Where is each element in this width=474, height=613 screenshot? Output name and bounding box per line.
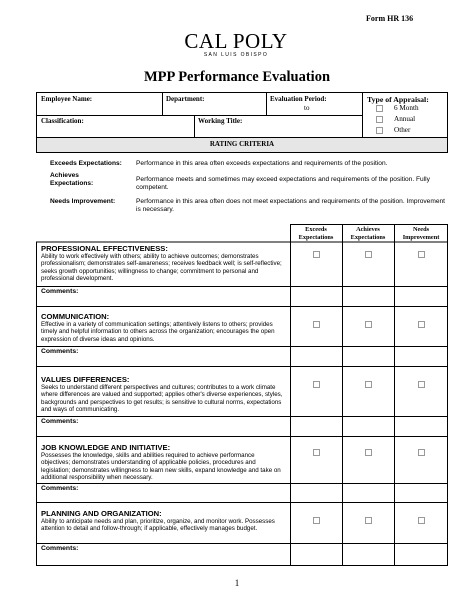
appraisal-6month-checkbox[interactable] xyxy=(376,105,383,112)
comments-label: Comments: xyxy=(41,545,79,552)
criteria-text-needs: Performance in this area often does not meet expectations and requirements of the position. Improvement is necessary. xyxy=(136,198,445,213)
rating-checkbox-achieves[interactable] xyxy=(365,517,372,524)
section-description: Effective in a variety of communication settings; attentively listens to others; provides timely and helpful information to others across the organization; encourages the open expression of diverse ideas and opinions. xyxy=(41,321,275,343)
appraisal-option-label: Other xyxy=(394,126,411,134)
section-title: COMMUNICATION: xyxy=(41,312,110,321)
section-description: Possesses the knowledge, skills and abilities required to achieve performance objectives; demonstrates understanding of applicable policies, procedures and legislation; demonstrates willingness to learn new skills, expand knowledge and take on additional responsibility when necessary. xyxy=(41,452,281,482)
classification-field[interactable]: Classification: xyxy=(41,117,84,125)
department-field[interactable]: Department: xyxy=(166,95,205,103)
criteria-label-exceeds: Exceeds Expectations: xyxy=(50,160,122,167)
rating-checkbox-achieves[interactable] xyxy=(365,321,372,328)
appraisal-option-label: Annual xyxy=(394,115,416,123)
section-title: PLANNING AND ORGANIZATION: xyxy=(41,509,162,518)
rating-checkbox-exceeds[interactable] xyxy=(313,251,320,258)
period-to-label: to xyxy=(304,104,310,112)
cal-poly-logo xyxy=(176,30,296,72)
criteria-text-achieves: Performance meets and sometimes may exceed expectations and requirements of the position. Fully competent. xyxy=(136,176,430,191)
section-title: PROFESSIONAL EFFECTIVENESS: xyxy=(41,244,168,253)
criteria-text-exceeds: Performance in this area often exceeds expectations and requirements of the position. xyxy=(136,160,388,167)
col-header-needs: Needs Improvement xyxy=(402,226,440,241)
section-description: Ability to work effectively with others; ability to achieve outcomes; demonstrates professionalism; demonstrates self-awareness; receives feedback well; is self-reflective; seeks growth opportunities; willingness to change; commitment to personal and professional development. xyxy=(41,253,282,283)
logo-wordmark: CAL POLY xyxy=(184,29,288,53)
appraisal-other-checkbox[interactable] xyxy=(376,127,383,134)
working-title-field[interactable]: Working Title: xyxy=(198,117,243,125)
appraisal-annual-checkbox[interactable] xyxy=(376,116,383,123)
criteria-label-achieves: Achieves Expectations: xyxy=(50,172,94,187)
section-description: Seeks to understand different perspectives and cultures; contributes to a work climate where differences are valued and supported; applies other's diverse experiences, styles, backgrounds and perspectives to get results; is sensitive to cultural norms, expectations and ways of communicating. xyxy=(41,384,283,414)
section-title: VALUES DIFFERENCES: xyxy=(41,375,130,384)
criteria-label-needs: Needs Improvement: xyxy=(50,198,116,205)
rating-checkbox-achieves[interactable] xyxy=(365,381,372,388)
section-title: JOB KNOWLEDGE AND INITIATIVE: xyxy=(41,443,171,452)
evaluation-period-field[interactable]: Evaluation Period: xyxy=(270,95,327,103)
comments-label: Comments: xyxy=(41,288,79,295)
rating-checkbox-exceeds[interactable] xyxy=(313,381,320,388)
col-header-exceeds: Exceeds Expectations xyxy=(298,226,334,241)
rating-checkbox-exceeds[interactable] xyxy=(313,517,320,524)
rating-criteria-heading: RATING CRITERIA xyxy=(36,138,448,153)
rating-checkbox-needs[interactable] xyxy=(418,517,425,524)
comments-label: Comments: xyxy=(41,418,79,425)
appraisal-option-label: 6 Month xyxy=(394,104,419,112)
col-header-achieves: Achieves Expectations xyxy=(350,226,386,241)
rating-checkbox-needs[interactable] xyxy=(418,381,425,388)
employee-name-field[interactable]: Employee Name: xyxy=(41,95,93,103)
rating-checkbox-needs[interactable] xyxy=(418,321,425,328)
appraisal-type-label: Type of Appraisal: xyxy=(367,95,429,104)
rating-checkbox-achieves[interactable] xyxy=(365,251,372,258)
rating-checkbox-exceeds[interactable] xyxy=(313,321,320,328)
rating-checkbox-needs[interactable] xyxy=(418,251,425,258)
rating-checkbox-exceeds[interactable] xyxy=(313,449,320,456)
page-title: MPP Performance Evaluation xyxy=(143,69,331,85)
evaluation-table xyxy=(36,224,448,566)
employee-info-form xyxy=(36,92,448,138)
rating-checkbox-achieves[interactable] xyxy=(365,449,372,456)
section-description: Ability to anticipate needs and plan, prioritize, organize, and monitor work. Possesses attention to detail and follow-through; if applicable, effectively manages budget. xyxy=(41,518,275,533)
comments-label: Comments: xyxy=(41,485,79,492)
comments-label: Comments: xyxy=(41,348,79,355)
page-number: 1 xyxy=(234,578,240,588)
logo-tagline: SAN LUIS OBISPO xyxy=(203,52,269,58)
rating-checkbox-needs[interactable] xyxy=(418,449,425,456)
form-number: Form HR 136 xyxy=(366,14,414,23)
